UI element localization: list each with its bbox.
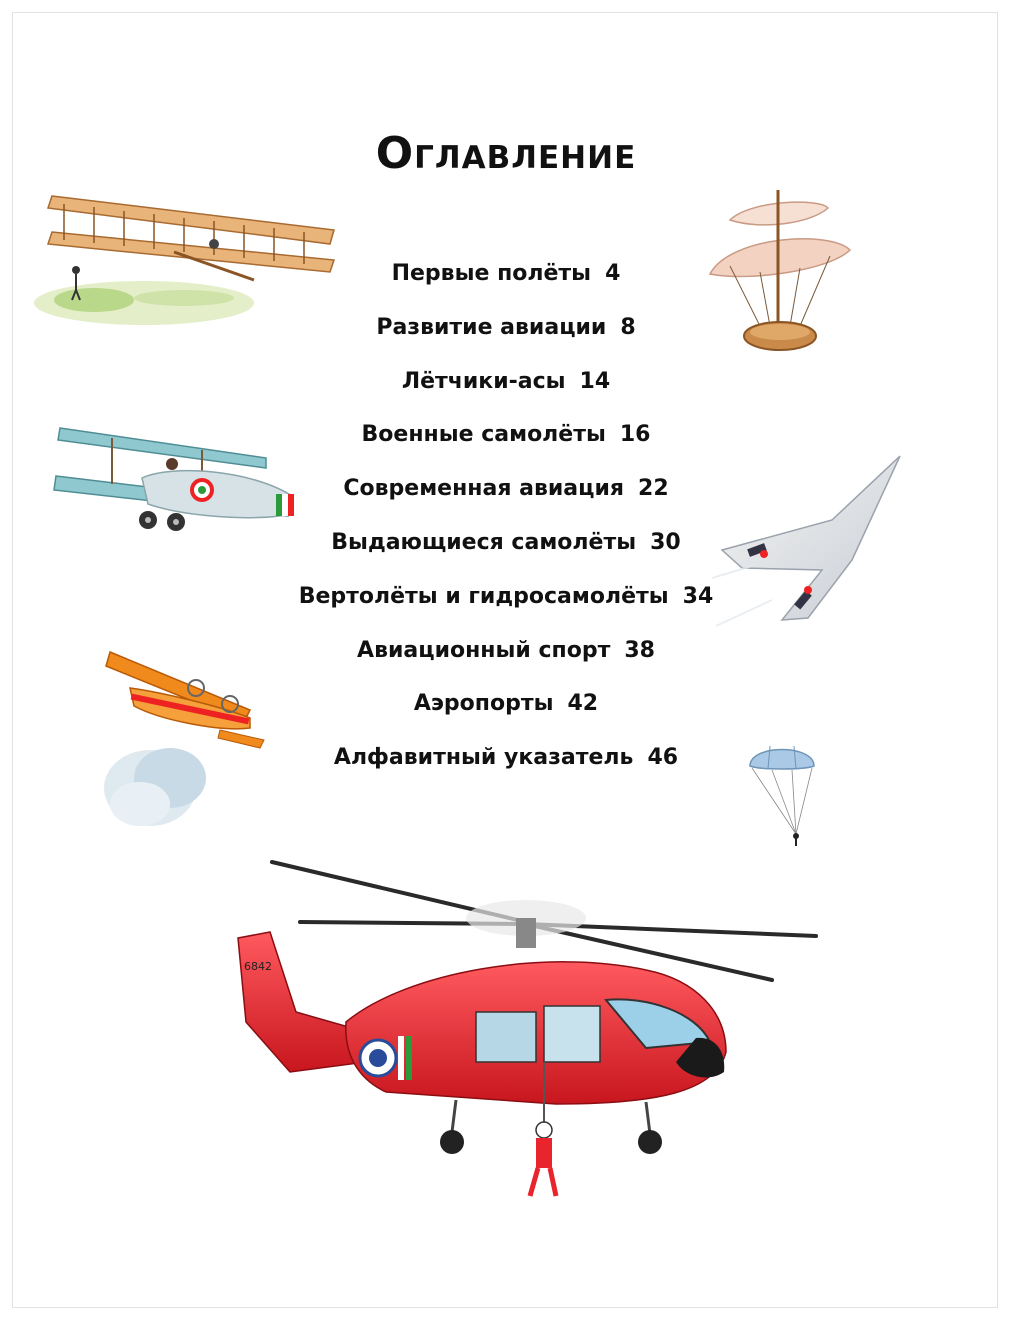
- toc-item-page: 16: [619, 422, 651, 448]
- toc-item-page: 38: [624, 637, 655, 663]
- helicopter-tail-number: 6842: [244, 960, 272, 973]
- da-vinci-helicopter-illustration: [690, 186, 860, 370]
- parachute-illustration: [744, 736, 820, 854]
- toc-item-label: Развитие авиации: [376, 314, 607, 340]
- toc-item-page: 22: [638, 476, 669, 502]
- toc-item-label: Вертолёты и гидросамолёты: [298, 583, 669, 609]
- toc-item-label: Аэропорты: [413, 691, 554, 717]
- toc-item-page: 8: [620, 314, 636, 340]
- concorde-illustration: [712, 450, 906, 640]
- rescue-helicopter-illustration: [226, 852, 822, 1206]
- toc-item-label: Лётчики-асы: [401, 368, 566, 394]
- wright-flyer-illustration: [34, 188, 340, 330]
- biplane-illustration: [52, 418, 304, 546]
- toc-item[interactable]: [0, 360, 1012, 414]
- toc-item-label: Алфавитный указатель: [333, 745, 634, 771]
- toc-item-page: 14: [579, 368, 611, 394]
- firefighting-seaplane-illustration: [100, 648, 268, 834]
- toc-item-page: 30: [650, 529, 681, 555]
- toc-item-label: Выдающиеся самолёты: [331, 529, 637, 555]
- toc-item-page: 34: [682, 583, 714, 609]
- toc-item-page: 4: [605, 261, 621, 286]
- toc-item-label: Первые полёты: [391, 261, 592, 286]
- page-title: Оглавление: [375, 128, 637, 179]
- toc-item-label: Современная авиация: [343, 476, 625, 502]
- toc-item-label: Авиационный спорт: [357, 637, 611, 663]
- toc-item-label: Военные самолёты: [361, 422, 606, 448]
- toc-item-page: 42: [567, 691, 599, 717]
- toc-item-page: 46: [647, 745, 679, 771]
